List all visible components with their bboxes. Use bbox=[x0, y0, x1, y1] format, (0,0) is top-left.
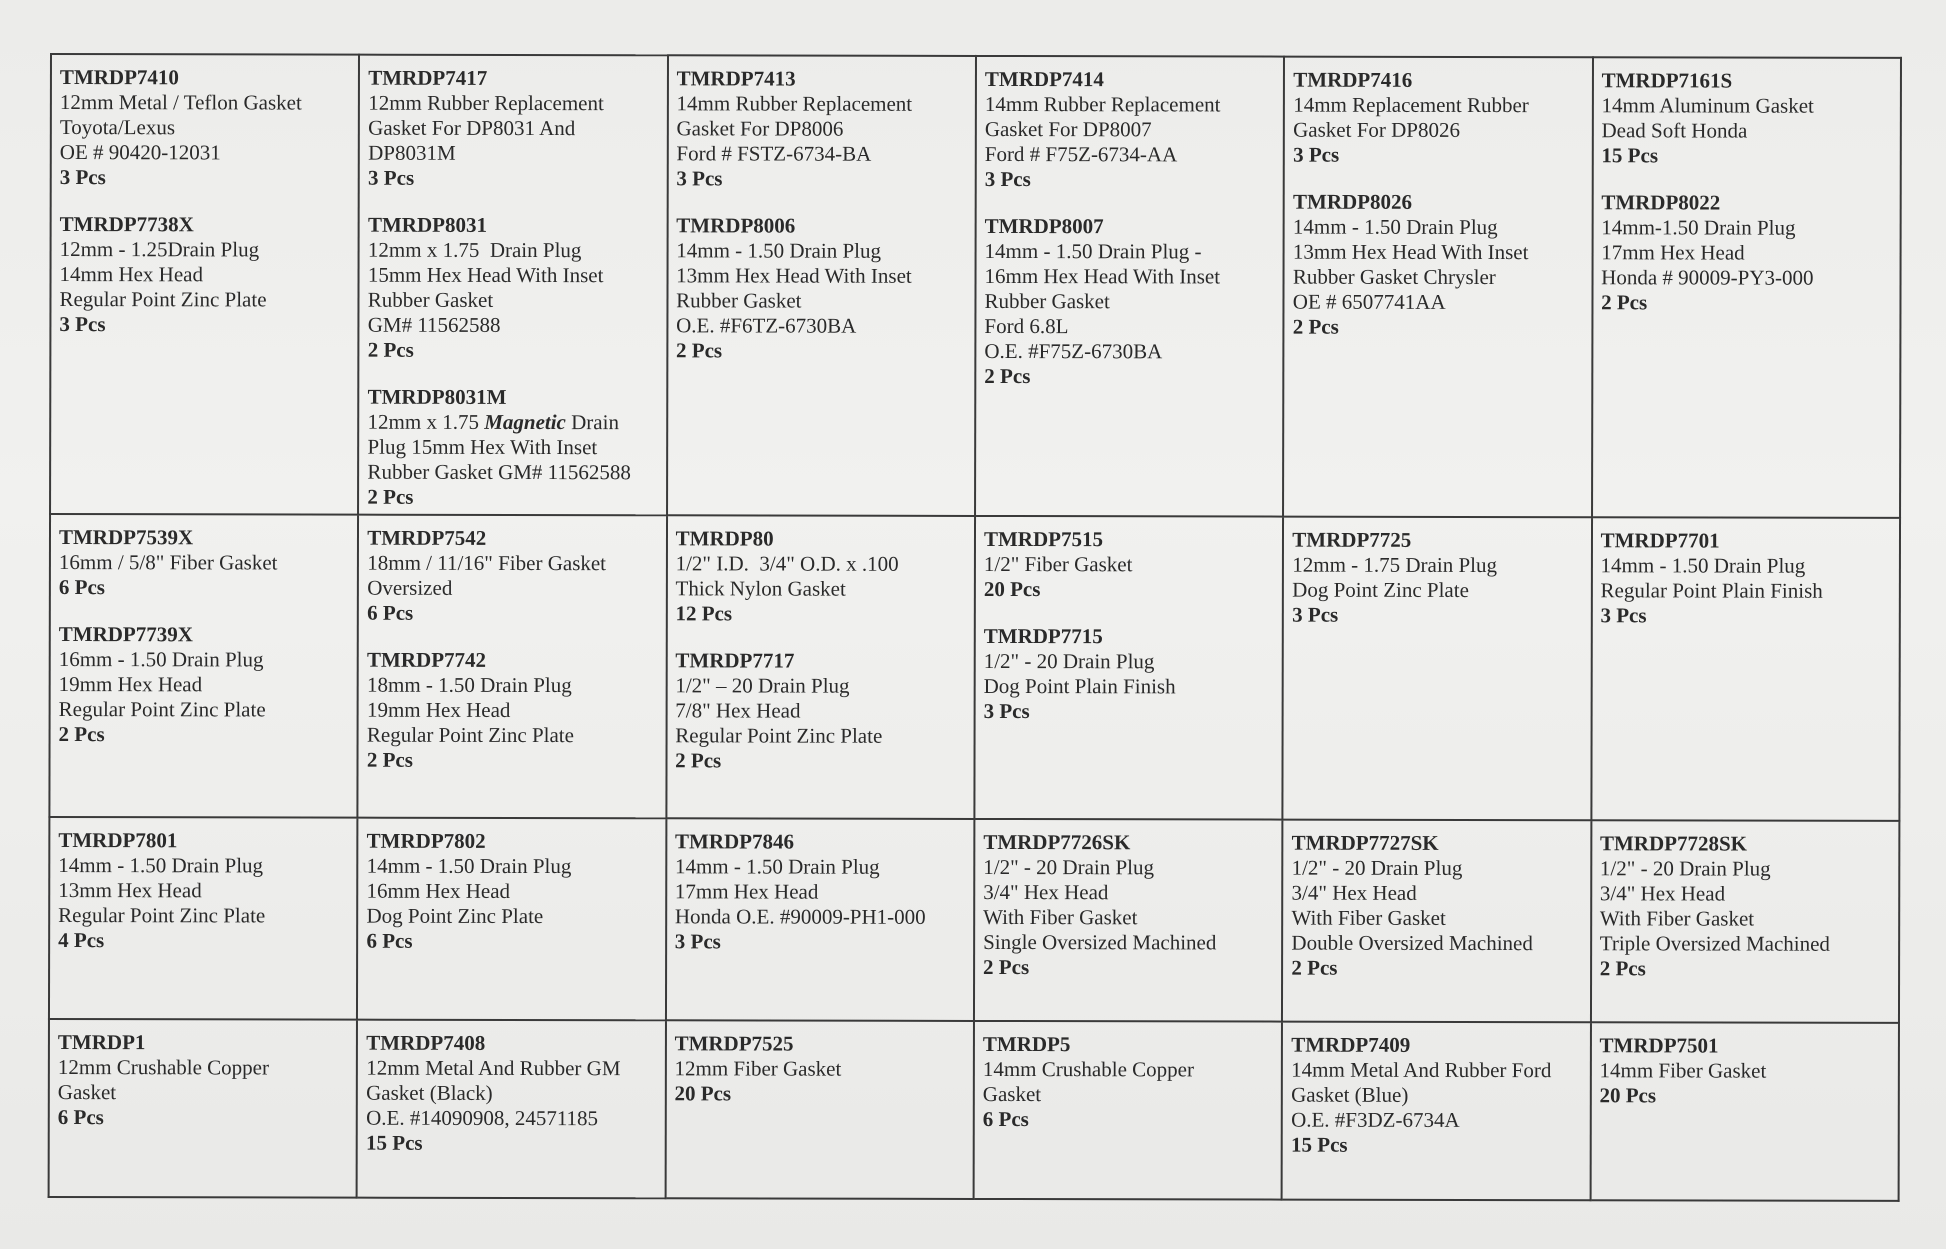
part-description-line: 18mm / 11/16" Fiber Gasket bbox=[367, 550, 607, 576]
part-description-line: 14mm Replacement Rubber bbox=[1293, 92, 1529, 118]
part-entry bbox=[59, 622, 350, 748]
part-number: TMRDP7542 bbox=[367, 525, 487, 550]
parts-cell bbox=[1283, 57, 1592, 518]
quantity: 3 Pcs bbox=[1600, 603, 1647, 628]
part-description-line: 7/8" Hex Head bbox=[675, 698, 801, 723]
quantity: 6 Pcs bbox=[982, 1106, 1029, 1132]
part-description-line: 14mm Hex Head bbox=[59, 262, 204, 287]
parts-cell bbox=[1591, 820, 1900, 1023]
quantity: 6 Pcs bbox=[366, 928, 413, 953]
part-entry bbox=[367, 648, 658, 774]
part-description-line: O.E. #F3DZ-6734A bbox=[1291, 1107, 1460, 1132]
part-entry bbox=[60, 65, 351, 191]
part-description-line: OE # 90420-12031 bbox=[59, 140, 221, 165]
part-entry bbox=[368, 213, 659, 364]
part-entry bbox=[1601, 190, 1892, 316]
part-number: TMRDP7801 bbox=[58, 828, 178, 853]
part-description-line: 14mm Metal And Rubber Ford bbox=[1291, 1057, 1552, 1083]
part-description-line: OE # 6507741AA bbox=[1292, 289, 1446, 314]
part-description-line: Rubber Gasket bbox=[367, 287, 494, 312]
part-description-text: Drain bbox=[565, 410, 620, 435]
part-description-line: Honda # 90009-PY3-000 bbox=[1601, 265, 1814, 290]
part-description-line: Honda O.E. #90009-PH1-000 bbox=[674, 904, 926, 929]
part-description-line: Double Oversized Machined bbox=[1291, 930, 1533, 956]
part-description-line: With Fiber Gasket bbox=[1291, 905, 1446, 930]
part-entry bbox=[366, 829, 657, 955]
parts-cell bbox=[974, 1021, 1283, 1200]
part-number: TMRDP7715 bbox=[983, 623, 1103, 649]
part-entry bbox=[676, 66, 967, 192]
table-row bbox=[50, 54, 1901, 518]
part-entry bbox=[984, 624, 1275, 725]
part-description-line: Regular Point Zinc Plate bbox=[58, 903, 266, 928]
part-number: TMRDP7515 bbox=[983, 526, 1103, 552]
part-number: TMRDP7410 bbox=[59, 65, 179, 90]
quantity: 2 Pcs bbox=[367, 484, 414, 509]
part-number: TMRDP1 bbox=[57, 1030, 146, 1055]
part-number: TMRDP7525 bbox=[674, 1031, 794, 1056]
part-description-line: Rubber Gasket bbox=[676, 288, 802, 313]
parts-cell bbox=[50, 54, 359, 515]
part-entry bbox=[1293, 68, 1584, 169]
magnetic-emphasis: Magnetic bbox=[484, 409, 566, 435]
part-description-line: 19mm Hex Head bbox=[58, 672, 203, 697]
part-description-line: Dead Soft Honda bbox=[1601, 118, 1748, 143]
part-description-line: Regular Point Zinc Plate bbox=[366, 722, 574, 748]
part-description-line: 18mm - 1.50 Drain Plug bbox=[366, 672, 572, 698]
part-description-line: 1/2" – 20 Drain Plug bbox=[675, 673, 850, 698]
part-number: TMRDP7501 bbox=[1599, 1033, 1719, 1058]
quantity: 6 Pcs bbox=[367, 600, 414, 625]
part-entry bbox=[984, 214, 1275, 390]
part-number: TMRDP7738X bbox=[59, 212, 194, 237]
part-description-line: 16mm Hex Head bbox=[366, 878, 511, 903]
part-entry bbox=[1600, 528, 1891, 629]
quantity: 3 Pcs bbox=[984, 166, 1031, 192]
part-number: TMRDP7408 bbox=[366, 1030, 486, 1055]
part-description-text: 12mm x 1.75 bbox=[367, 409, 485, 434]
part-entry bbox=[983, 830, 1274, 981]
part-description-line: Gasket (Blue) bbox=[1291, 1082, 1409, 1107]
part-description-line: 14mm - 1.50 Drain Plug bbox=[1600, 553, 1806, 578]
part-description-line: 14mm - 1.50 Drain Plug bbox=[676, 238, 882, 263]
part-number: TMRDP7739X bbox=[58, 622, 193, 647]
part-description-line: 14mm - 1.50 Drain Plug bbox=[1292, 214, 1498, 240]
part-number: TMRDP8006 bbox=[676, 213, 796, 238]
part-description-line: 16mm - 1.50 Drain Plug bbox=[58, 647, 264, 672]
quantity: 2 Pcs bbox=[1291, 955, 1338, 980]
quantity: 3 Pcs bbox=[59, 165, 106, 190]
parts-cell bbox=[1592, 57, 1901, 518]
part-description-line: 1/2" Fiber Gasket bbox=[983, 551, 1133, 577]
part-entry bbox=[367, 385, 658, 511]
part-description-line: 12mm Metal / Teflon Gasket bbox=[59, 90, 302, 115]
parts-cell bbox=[49, 514, 358, 818]
part-entry bbox=[675, 648, 966, 774]
parts-cell bbox=[666, 818, 975, 1021]
part-entry bbox=[985, 67, 1276, 193]
part-description-line: Ford # FSTZ-6734-BA bbox=[676, 141, 872, 166]
parts-cell bbox=[49, 817, 358, 1020]
part-entry bbox=[367, 526, 658, 627]
quantity: 3 Pcs bbox=[59, 312, 106, 337]
quantity: 2 Pcs bbox=[1292, 314, 1339, 339]
part-description-line: O.E. #F6TZ-6730BA bbox=[676, 313, 857, 338]
quantity: 20 Pcs bbox=[983, 576, 1041, 602]
part-entry bbox=[58, 828, 349, 954]
parts-cell bbox=[974, 516, 1283, 820]
part-description-line: 14mm - 1.50 Drain Plug bbox=[58, 853, 264, 878]
part-description-line: 14mm Aluminum Gasket bbox=[1601, 93, 1814, 118]
part-number: TMRDP5 bbox=[982, 1031, 1071, 1057]
part-description-line: 12mm Fiber Gasket bbox=[674, 1056, 842, 1081]
quantity: 2 Pcs bbox=[58, 722, 105, 747]
part-description-line: Rubber Gasket GM# 11562588 bbox=[367, 459, 631, 485]
part-description-line: 12mm - 1.25Drain Plug bbox=[59, 237, 260, 262]
part-description-line: 16mm / 5/8" Fiber Gasket bbox=[58, 550, 278, 575]
part-description-line: Rubber Gasket Chrysler bbox=[1292, 264, 1496, 290]
parts-cell bbox=[357, 818, 666, 1021]
part-number: TMRDP7539X bbox=[58, 525, 194, 550]
part-description-line: With Fiber Gasket bbox=[983, 904, 1138, 930]
part-description-line: 14mm - 1.50 Drain Plug bbox=[674, 854, 880, 879]
part-description-line: 12mm Rubber Replacement bbox=[368, 90, 604, 116]
quantity: 20 Pcs bbox=[1599, 1083, 1657, 1108]
part-number: TMRDP7726SK bbox=[983, 829, 1131, 855]
part-number: TMRDP7727SK bbox=[1291, 830, 1439, 855]
quantity: 3 Pcs bbox=[1293, 142, 1340, 167]
part-number: TMRDP7725 bbox=[1292, 527, 1412, 552]
parts-cell bbox=[1591, 517, 1900, 821]
part-description-line: Rubber Gasket bbox=[984, 288, 1110, 314]
quantity: 2 Pcs bbox=[367, 337, 414, 362]
parts-cell bbox=[665, 1020, 974, 1199]
part-entry bbox=[676, 213, 967, 364]
part-description-line: Ford 6.8L bbox=[984, 313, 1069, 339]
parts-cell bbox=[1282, 820, 1591, 1023]
quantity: 3 Pcs bbox=[1292, 602, 1339, 627]
quantity: 2 Pcs bbox=[366, 747, 413, 772]
part-description-line: Dog Point Plain Finish bbox=[983, 673, 1176, 699]
part-description-line: 3/4" Hex Head bbox=[1599, 881, 1726, 906]
part-description-line: 3/4" Hex Head bbox=[1291, 880, 1417, 905]
part-description-line: 12mm - 1.75 Drain Plug bbox=[1292, 552, 1498, 578]
quantity: 20 Pcs bbox=[674, 1081, 732, 1106]
part-description-line: 12mm Metal And Rubber GM bbox=[366, 1055, 621, 1081]
part-entry bbox=[59, 525, 349, 601]
part-entry bbox=[1291, 1033, 1582, 1159]
part-description-line: 19mm Hex Head bbox=[366, 697, 511, 722]
part-entry bbox=[366, 1031, 657, 1157]
part-entry bbox=[675, 526, 966, 627]
part-description-line: Gasket bbox=[982, 1081, 1042, 1107]
parts-cell bbox=[974, 819, 1283, 1022]
parts-table bbox=[48, 53, 1902, 1202]
parts-cell bbox=[357, 1020, 666, 1199]
part-number: TMRDP7161S bbox=[1601, 68, 1733, 93]
quantity: 2 Pcs bbox=[1599, 956, 1646, 981]
quantity: 2 Pcs bbox=[675, 748, 722, 773]
part-number: TMRDP7701 bbox=[1600, 528, 1720, 553]
part-number: TMRDP7409 bbox=[1291, 1032, 1411, 1057]
part-entry bbox=[1600, 831, 1891, 982]
quantity: 3 Pcs bbox=[368, 165, 415, 190]
part-entry bbox=[1293, 190, 1584, 341]
part-description-line: GM# 11562588 bbox=[367, 312, 501, 337]
quantity: 2 Pcs bbox=[676, 338, 723, 363]
quantity: 15 Pcs bbox=[366, 1130, 423, 1155]
part-description-line: 12mm x 1.75 Drain Plug bbox=[367, 237, 582, 263]
part-description-line: 1/2" I.D. 3/4" O.D. x .100 bbox=[675, 551, 899, 576]
parts-cell bbox=[1590, 1022, 1899, 1201]
quantity: 3 Pcs bbox=[983, 698, 1030, 724]
quantity: 15 Pcs bbox=[1601, 143, 1659, 168]
part-description-line: Plug 15mm Hex With Inset bbox=[367, 434, 598, 460]
part-number: TMRDP7728SK bbox=[1599, 831, 1748, 856]
part-description-line: 13mm Hex Head With Inset bbox=[1292, 239, 1529, 265]
quantity: 12 Pcs bbox=[675, 601, 733, 626]
part-number: TMRDP7802 bbox=[366, 828, 486, 853]
part-description-line: DP8031M bbox=[368, 140, 456, 165]
part-description-line: 3/4" Hex Head bbox=[983, 879, 1109, 905]
part-number: TMRDP80 bbox=[675, 526, 774, 551]
quantity: 4 Pcs bbox=[58, 928, 105, 953]
part-number: TMRDP7846 bbox=[674, 829, 795, 854]
part-entry bbox=[368, 66, 659, 192]
part-entry bbox=[59, 212, 350, 338]
part-description-line: 1/2" - 20 Drain Plug bbox=[1291, 855, 1463, 880]
part-description-line: 13mm Hex Head With Inset bbox=[676, 263, 912, 288]
part-description-line: Oversized bbox=[367, 575, 453, 600]
part-description-line: O.E. #F75Z-6730BA bbox=[984, 338, 1163, 364]
parts-cell bbox=[1283, 517, 1592, 821]
part-description-line: 1/2" - 20 Drain Plug bbox=[983, 648, 1155, 674]
part-number: TMRDP8026 bbox=[1292, 189, 1413, 214]
part-number: TMRDP7416 bbox=[1293, 67, 1413, 92]
part-entry bbox=[1599, 1033, 1890, 1109]
parts-cell bbox=[666, 515, 975, 819]
parts-cell bbox=[975, 56, 1284, 517]
part-description-line: 14mm Rubber Replacement bbox=[984, 91, 1221, 117]
part-description-line: 17mm Hex Head bbox=[1601, 240, 1745, 265]
part-description-line: 1/2" - 20 Drain Plug bbox=[1599, 856, 1771, 881]
quantity: 6 Pcs bbox=[58, 575, 105, 600]
part-number: TMRDP8031 bbox=[367, 212, 487, 237]
part-description-line: 14mm - 1.50 Drain Plug bbox=[366, 853, 572, 879]
part-description-line: Dog Point Zinc Plate bbox=[366, 903, 544, 929]
part-description-line: Thick Nylon Gasket bbox=[675, 576, 846, 601]
parts-cell bbox=[358, 515, 667, 819]
part-description-line: 14mm Rubber Replacement bbox=[676, 91, 913, 116]
part-description-line: Regular Point Zinc Plate bbox=[58, 697, 266, 722]
part-description-line: 14mm - 1.50 Drain Plug - bbox=[984, 238, 1202, 264]
part-description-line: Regular Point Zinc Plate bbox=[675, 723, 883, 748]
part-entry bbox=[58, 1030, 349, 1131]
quantity: 6 Pcs bbox=[57, 1105, 104, 1130]
part-entry bbox=[675, 829, 966, 955]
parts-cell bbox=[49, 1019, 358, 1198]
part-entry bbox=[674, 1031, 964, 1107]
part-number: TMRDP8031M bbox=[367, 384, 507, 409]
part-number: TMRDP8022 bbox=[1601, 190, 1721, 215]
part-entry bbox=[984, 527, 1274, 603]
part-description-line bbox=[368, 410, 658, 436]
part-description-line: Gasket For DP8007 bbox=[984, 116, 1152, 142]
part-entry bbox=[1291, 831, 1582, 982]
part-description-line: With Fiber Gasket bbox=[1599, 906, 1755, 931]
part-entry bbox=[983, 1032, 1274, 1133]
part-entry bbox=[1292, 528, 1583, 629]
quantity: 15 Pcs bbox=[1291, 1132, 1348, 1157]
part-number: TMRDP7742 bbox=[367, 647, 487, 672]
part-number: TMRDP7417 bbox=[368, 65, 488, 90]
quantity: 2 Pcs bbox=[1601, 290, 1648, 315]
part-description-line: O.E. #14090908, 24571185 bbox=[366, 1105, 599, 1131]
part-description-line: 14mm Crushable Copper bbox=[982, 1056, 1195, 1082]
part-description-line: 16mm Hex Head With Inset bbox=[984, 263, 1221, 289]
parts-cell bbox=[1282, 1022, 1591, 1201]
part-description-line: Regular Point Plain Finish bbox=[1600, 578, 1823, 603]
parts-cell bbox=[667, 55, 976, 516]
part-description-line: 12mm Crushable Copper bbox=[57, 1055, 270, 1080]
quantity: 2 Pcs bbox=[984, 363, 1031, 389]
part-description-line: Ford # F75Z-6734-AA bbox=[984, 141, 1178, 167]
part-description-line: Regular Point Zinc Plate bbox=[59, 287, 267, 312]
table-row bbox=[49, 514, 1900, 821]
part-number: TMRDP7414 bbox=[984, 66, 1104, 92]
part-number: TMRDP8007 bbox=[984, 213, 1104, 239]
parts-cell bbox=[358, 55, 667, 516]
part-number: TMRDP7413 bbox=[676, 66, 796, 91]
parts-sheet bbox=[48, 53, 1902, 1197]
part-entry bbox=[1601, 68, 1892, 169]
part-description-line: Gasket (Black) bbox=[366, 1080, 493, 1105]
table-row bbox=[49, 1019, 1899, 1201]
part-description-line: 17mm Hex Head bbox=[674, 879, 819, 904]
part-description-line: 15mm Hex Head With Inset bbox=[367, 262, 604, 288]
part-description-line: Gasket bbox=[57, 1080, 117, 1105]
part-description-line: Gasket For DP8026 bbox=[1293, 117, 1461, 142]
part-description-line: Dog Point Zinc Plate bbox=[1292, 577, 1469, 602]
part-description-line: 13mm Hex Head bbox=[58, 878, 202, 903]
part-number: TMRDP7717 bbox=[675, 648, 795, 673]
part-description-line: 14mm Fiber Gasket bbox=[1599, 1058, 1767, 1083]
part-description-line: Triple Oversized Machined bbox=[1599, 931, 1830, 956]
part-description-line: Single Oversized Machined bbox=[983, 929, 1217, 955]
part-description-line: 14mm-1.50 Drain Plug bbox=[1601, 215, 1796, 240]
quantity: 3 Pcs bbox=[674, 929, 721, 954]
part-description-line: Gasket For DP8006 bbox=[676, 116, 844, 141]
part-description-line: Gasket For DP8031 And bbox=[368, 115, 576, 141]
quantity: 3 Pcs bbox=[676, 166, 723, 191]
table-row bbox=[49, 817, 1899, 1023]
quantity: 2 Pcs bbox=[983, 954, 1030, 980]
part-description-line: 1/2" - 20 Drain Plug bbox=[983, 854, 1155, 880]
part-description-line: Toyota/Lexus bbox=[59, 115, 176, 140]
